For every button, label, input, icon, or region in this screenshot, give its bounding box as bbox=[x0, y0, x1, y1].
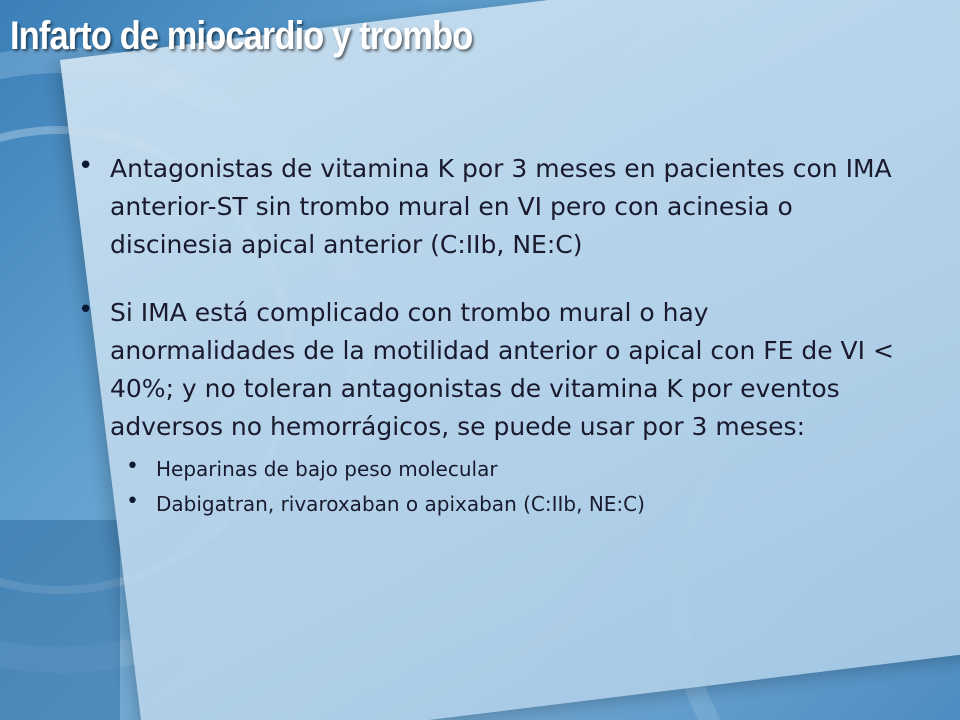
sub-bullet-text: Heparinas de bajo peso molecular bbox=[156, 457, 498, 481]
bullet-item bbox=[78, 150, 898, 264]
sub-bullet-item bbox=[124, 487, 898, 522]
bullet-text: Si IMA está complicado con trombo mural o hay anormalidades de la motilidad anterior o apical con FE de VI < 40%; y no toleran antagonistas de vitamina K por eventos adversos no hemorrágicos, se puede usar por 3 meses: bbox=[110, 298, 894, 441]
slide-title: Infarto de miocardio y trombo bbox=[10, 14, 473, 58]
sub-bullet-dot: • bbox=[126, 454, 139, 479]
bullet-text: Antagonistas de vitamina K por 3 meses en pacientes con IMA anterior-ST sin trombo mural en VI pero con acinesia o discinesia apical anterior (C:IIb, NE:C) bbox=[110, 154, 892, 259]
bullet-dot: • bbox=[78, 151, 94, 181]
sub-bullet-dot: • bbox=[126, 489, 139, 514]
bullet-list bbox=[78, 150, 898, 522]
sub-bullet-item bbox=[124, 452, 898, 487]
sub-bullet-list bbox=[110, 452, 898, 522]
sub-bullet-text: Dabigatran, rivaroxaban o apixaban (C:IIb, NE:C) bbox=[156, 492, 645, 516]
bullet-dot: • bbox=[78, 295, 94, 325]
bullet-item bbox=[78, 294, 898, 522]
